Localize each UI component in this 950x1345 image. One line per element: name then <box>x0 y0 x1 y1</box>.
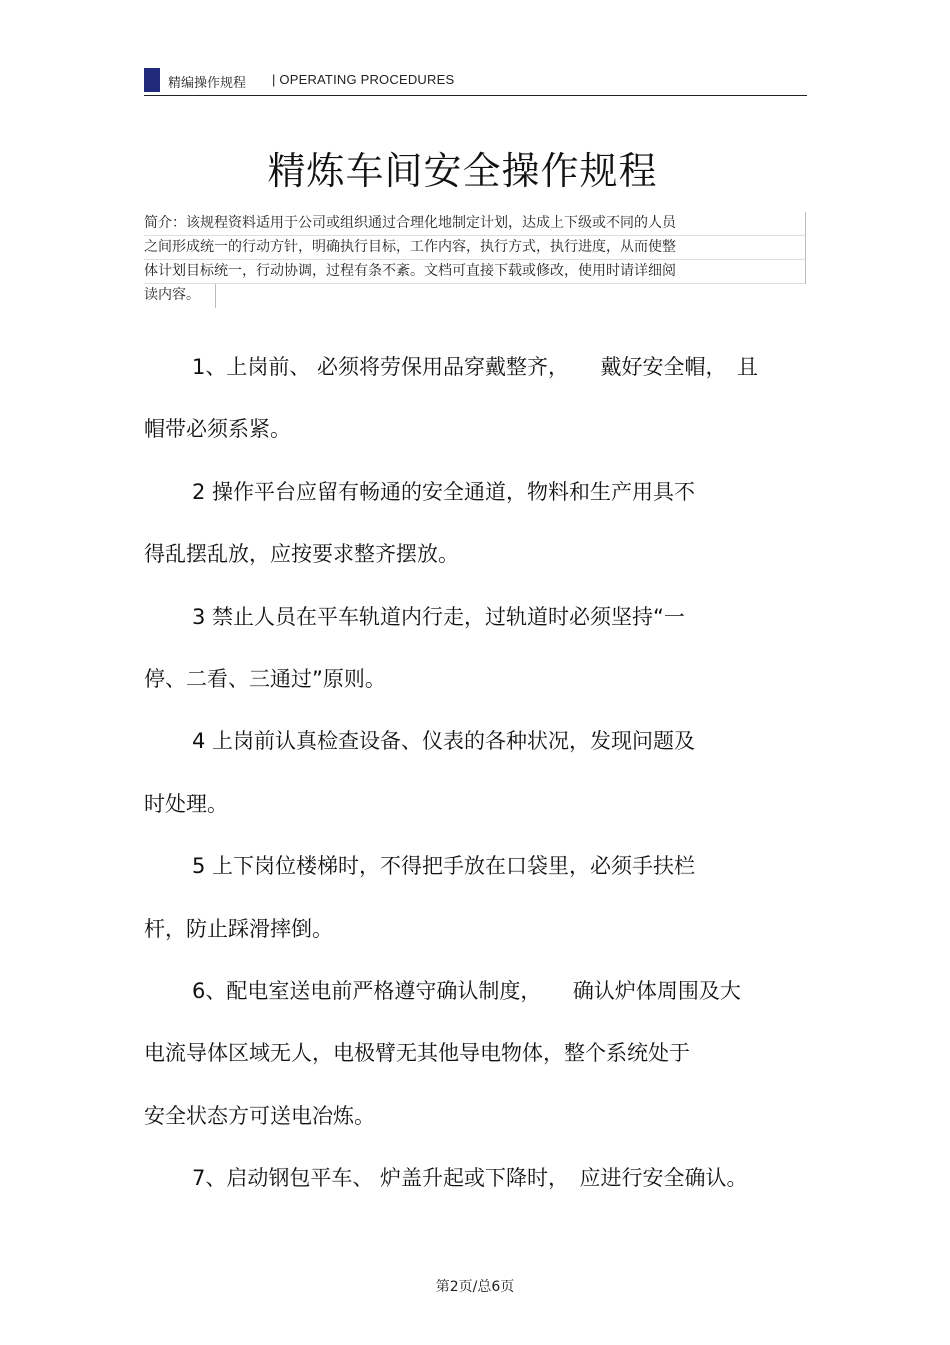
document-body <box>144 336 809 1209</box>
body-line: 2 操作平台应留有畅通的安全通道，物料和生产用具不 <box>192 479 696 504</box>
logo-icon <box>144 68 160 92</box>
body-line: 安全状态方可送电冶炼。 <box>144 1103 375 1128</box>
body-line: 1、上岗前、 必须将劳保用品穿戴整齐， 戴好安全帽， 且 <box>192 355 759 379</box>
body-line: 帽带必须系紧。 <box>144 417 291 442</box>
header-title-en: | OPERATING PROCEDURES <box>272 72 455 87</box>
body-line: 7、启动钢包平车、 炉盖升起或下降时， 应进行安全确认。 <box>192 1166 748 1191</box>
intro-line: 体计划目标统一，行动协调，过程有条不紊。文档可直接下载或修改，使用时请详细阅 <box>144 260 806 284</box>
intro-line: 简介：该规程资料适用于公司或组织通过合理化地制定计划，达成上下级或不同的人员 <box>144 212 806 236</box>
page-number: 第2页/总6页 <box>435 1279 515 1295</box>
body-line: 3 禁止人员在平车轨道内行走，过轨道时必须坚持“一 <box>192 604 685 629</box>
body-line: 电流导体区域无人，电极臂无其他导电物体，整个系统处于 <box>144 1041 690 1066</box>
body-line: 得乱摆乱放，应按要求整齐摆放。 <box>144 542 459 567</box>
body-line: 4 上岗前认真检查设备、仪表的各种状况，发现问题及 <box>192 729 696 754</box>
header-title-cn: 精编操作规程 <box>168 76 247 91</box>
body-line: 6、配电室送电前严格遵守确认制度， 确认炉体周围及大 <box>192 978 741 1003</box>
intro-line: 之间形成统一的行动方针，明确执行目标，工作内容，执行方式，执行进度，从而使整 <box>144 236 806 260</box>
intro-line: 读内容。 <box>144 284 216 308</box>
body-line: 停、二看、三通过”原则。 <box>144 666 386 691</box>
intro-box <box>144 212 806 308</box>
body-line: 时处理。 <box>144 791 228 816</box>
body-line: 5 上下岗位楼梯时，不得把手放在口袋里，必须手扶栏 <box>192 854 696 879</box>
body-line: 杆，防止踩滑摔倒。 <box>144 916 333 941</box>
document-title: 精炼车间安全操作规程 <box>267 149 658 193</box>
page-header <box>144 66 807 96</box>
